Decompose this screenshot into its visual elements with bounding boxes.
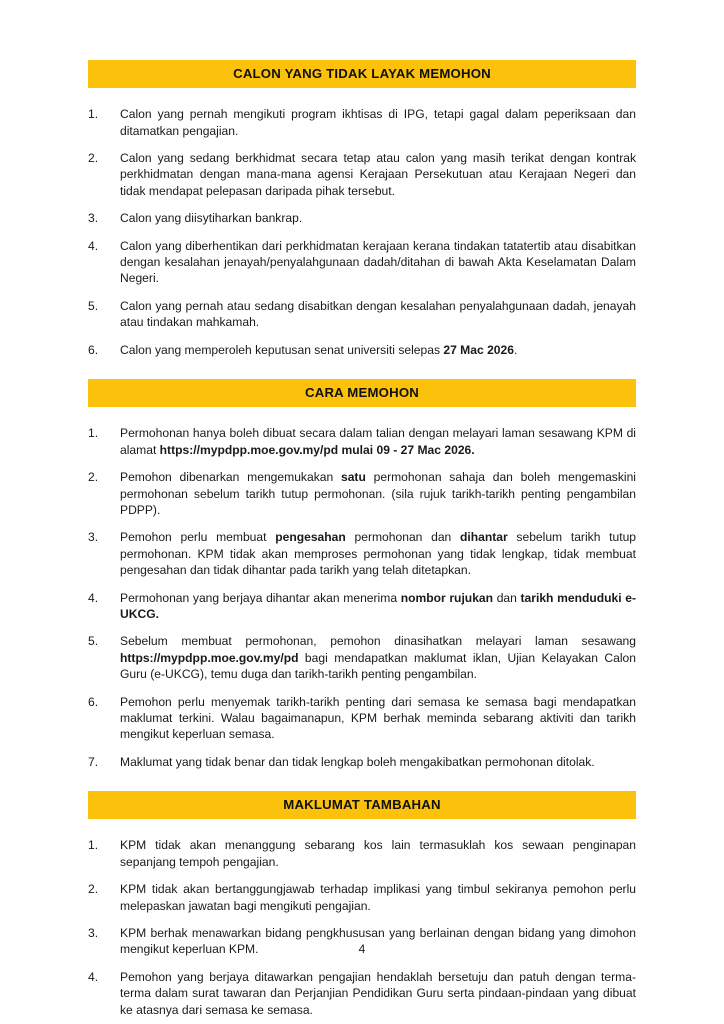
list-item-number: 4. (88, 969, 99, 984)
list-item (88, 210, 636, 226)
list-item (88, 342, 636, 358)
list-item-text: Pemohon dibenarkan mengemukakan satu permohonan sahaja dan boleh mengemaskini permohonan sebelum tarikh tutup permohonan. (sila rujuk tarikh-tarikh penting pengambilan PDPP). (120, 470, 636, 517)
list-item (88, 754, 636, 770)
list-item (88, 837, 636, 870)
list-item-text: Pemohon perlu menyemak tarikh-tarikh penting dari semasa ke semasa bagi mendapatkan maklumat terkini. Walau bagaimanapun, KPM berhak meminda sebarang aktiviti dan tarikh mengikut keperluan semasa. (120, 694, 636, 742)
section-gap (88, 358, 636, 379)
list-item (88, 881, 636, 914)
list-item-number: 5. (88, 298, 99, 313)
list-item (88, 298, 636, 331)
list-item-number: 4. (88, 590, 99, 605)
list-item (88, 238, 636, 287)
page-number: 4 (358, 942, 366, 956)
list-item-text: KPM tidak akan bertanggungjawab terhadap implikasi yang timbul sekiranya pemohon perlu melepaskan jawatan bagi mengikuti pengajian. (120, 882, 636, 913)
list-item-number: 3. (88, 530, 99, 545)
list-item (88, 529, 636, 578)
list-item-text: Calon yang pernah mengikuti program ikhtisas di IPG, tetapi gagal dalam peperiksaan dan ditamatkan pengajian. (120, 107, 636, 138)
list-item-text: Calon yang memperoleh keputusan senat universiti selepas 27 Mac 2026. (120, 342, 518, 357)
list-item (88, 106, 636, 139)
section-maklumat-tambahan (88, 770, 636, 1018)
list-item-text: KPM tidak akan menanggung sebarang kos lain termasuklah kos sewaan penginapan sepanjang tempoh pengajian. (120, 838, 636, 869)
sections-container (88, 60, 636, 1018)
numbered-list-calon-tidak-layak (88, 106, 636, 358)
list-item-text: Maklumat yang tidak benar dan tidak lengkap boleh mengakibatkan permohonan ditolak. (120, 754, 595, 769)
list-item-number: 2. (88, 470, 99, 485)
list-item (88, 694, 636, 743)
list-item (88, 969, 636, 1018)
list-item-text: Calon yang diberhentikan dari perkhidmatan kerajaan kerana tindakan tatatertib atau disabitkan dengan kesalahan jenayah/penyalahgunaan dadah/ditahan di bawah Akta Keselamatan Dalam Negeri. (120, 238, 636, 286)
section-banner-maklumat-tambahan: MAKLUMAT TAMBAHAN (88, 791, 636, 819)
list-item (88, 150, 636, 199)
section-calon-tidak-layak (88, 60, 636, 358)
numbered-list-cara-memohon (88, 425, 636, 770)
list-item-number: 1. (88, 426, 99, 441)
section-banner-cara-memohon: CARA MEMOHON (88, 379, 636, 407)
banner-gap (88, 819, 636, 837)
list-item-number: 7. (88, 754, 99, 769)
list-item-number: 3. (88, 211, 99, 226)
list-item-text: Calon yang diisytiharkan bankrap. (120, 211, 303, 226)
list-item-text: Permohonan hanya boleh dibuat secara dalam talian dengan melayari laman sesawang KPM di alamat https://mypdpp.moe.gov.my/pd mulai 09 - 27 Mac 2026. (120, 426, 636, 457)
banner-gap (88, 407, 636, 425)
list-item (88, 469, 636, 518)
list-item-text: Pemohon perlu membuat pengesahan permohonan dan dihantar sebelum tarikh tutup permohonan. KPM tidak akan memproses permohonan yang tidak lengkap, tidak membuat pengesahan dan tidak dihantar pada tarikh yang telah ditetapkan. (120, 530, 637, 578)
list-item-text: Calon yang pernah atau sedang disabitkan dengan kesalahan penyalahgunaan dadah, jenayah atau tindakan mahkamah. (120, 298, 636, 330)
list-item (88, 590, 636, 623)
section-cara-memohon (88, 358, 636, 770)
list-item-number: 4. (88, 238, 99, 253)
list-item-number: 6. (88, 342, 99, 357)
section-gap (88, 770, 636, 791)
list-item-text: KPM berhak menawarkan bidang pengkhususan yang berlainan dengan bidang yang dimohon mengikut keperluan KPM. (120, 926, 636, 957)
list-item (88, 633, 636, 682)
list-item-number: 6. (88, 694, 99, 709)
list-item-number: 5. (88, 634, 99, 649)
numbered-list-maklumat-tambahan (88, 837, 636, 1018)
list-item-number: 2. (88, 151, 99, 166)
list-item-number: 1. (88, 107, 99, 122)
list-item (88, 425, 636, 458)
top-margin-spacer (88, 0, 636, 60)
list-item-number: 1. (88, 838, 99, 853)
list-item-text: Calon yang sedang berkhidmat secara tetap atau calon yang masih terikat dengan kontrak perkhidmatan dengan mana-mana agensi Kerajaan Persekutuan atau Kerajaan Negeri dan tidak mendapat pelepasan daripada pihak tersebut. (120, 151, 636, 198)
list-item-text: Permohonan yang berjaya dihantar akan menerima nombor rujukan dan tarikh menduduki e-UKCG. (120, 590, 636, 621)
banner-gap (88, 88, 636, 106)
section-banner-calon-tidak-layak: CALON YANG TIDAK LAYAK MEMOHON (88, 60, 636, 88)
list-item-text: Sebelum membuat permohonan, pemohon dinasihatkan melayari laman sesawang https://mypdpp.moe.gov.my/pd bagi mendapatkan maklumat iklan, Ujian Kelayakan Calon Guru (e-UKCG), temu duga dan tarikh-tarikh penting pengambilan. (120, 634, 636, 682)
list-item-text: Pemohon yang berjaya ditawarkan pengajian hendaklah bersetuju dan patuh dengan terma-terma dalam surat tawaran dan Perjanjian Pendidikan Guru serta pindaan-pindaan yang dibuat ke atasnya dari semasa ke semasa. (120, 969, 636, 1017)
list-item-number: 2. (88, 882, 99, 897)
list-item-number: 3. (88, 926, 99, 941)
